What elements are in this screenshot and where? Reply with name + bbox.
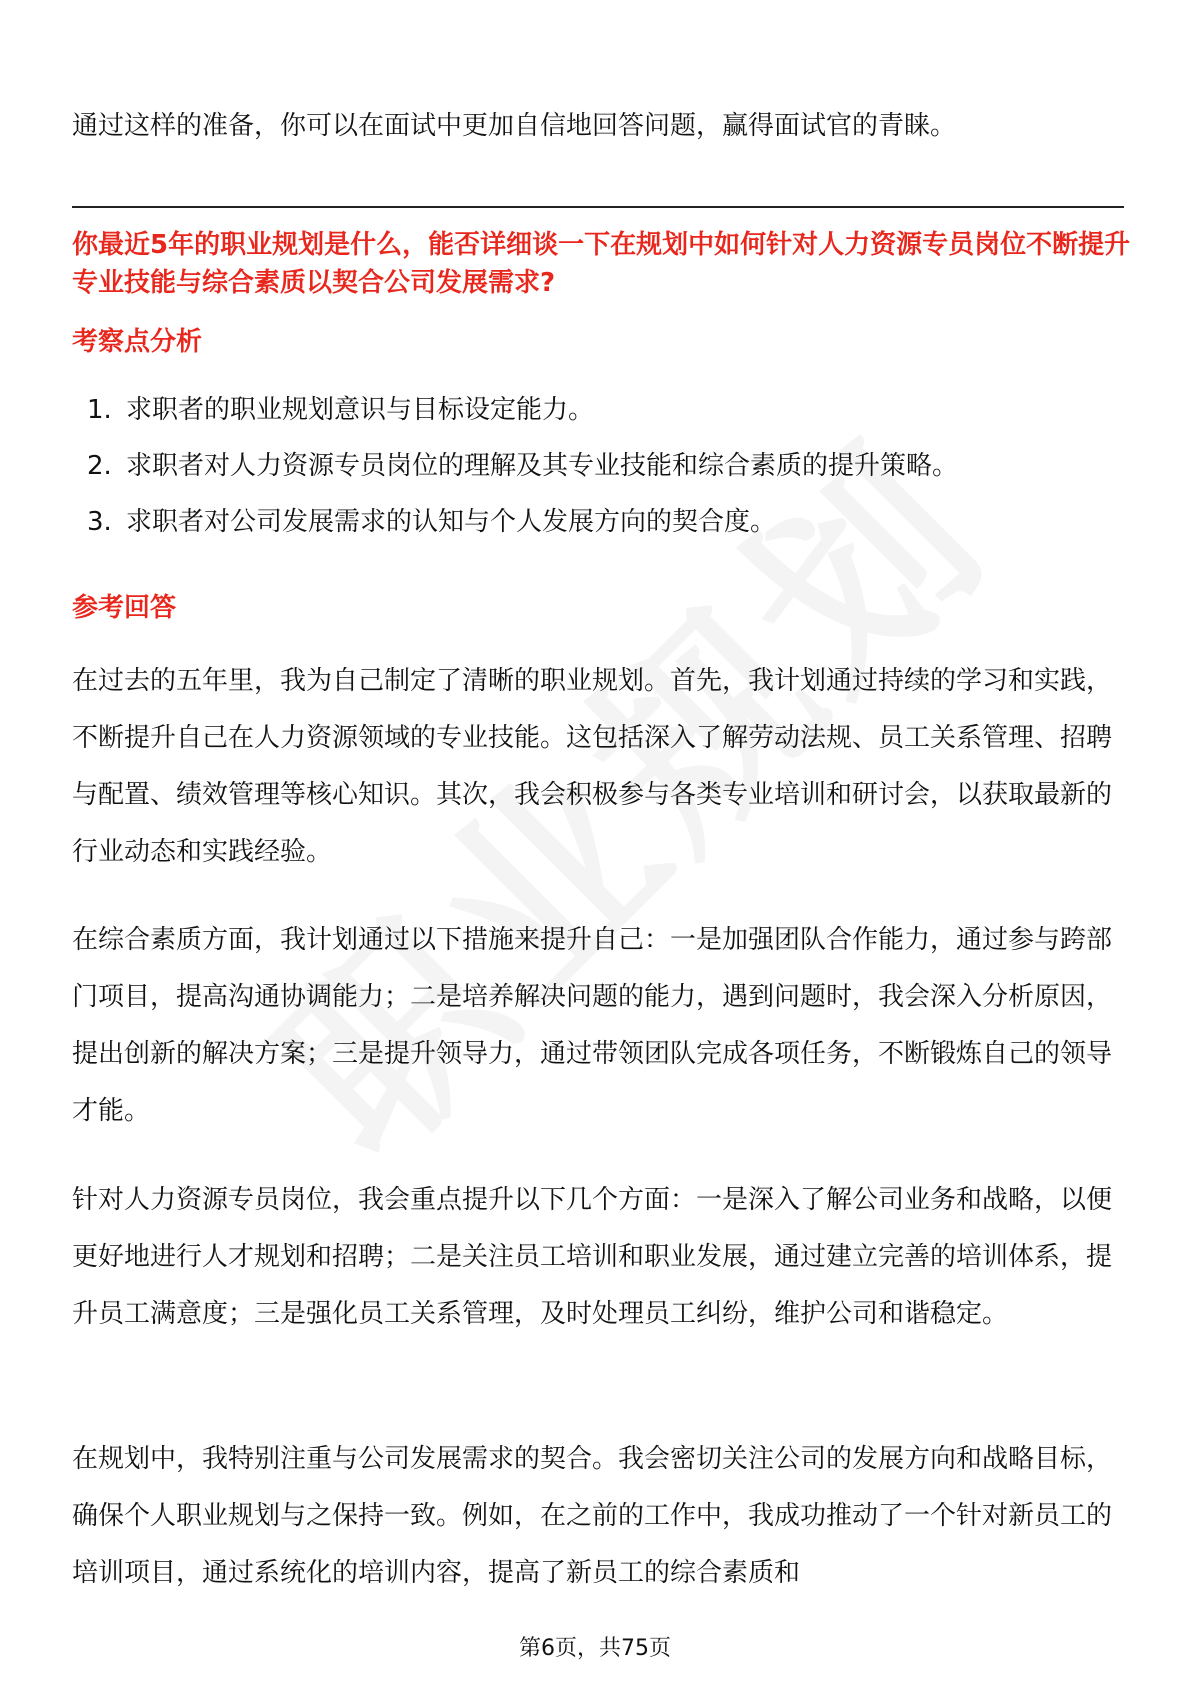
intro-paragraph: 通过这样的准备，你可以在面试中更加自信地回答问题，赢得面试官的青睐。 [72, 111, 957, 141]
list-item-text: 求职者的职业规划意识与目标设定能力。 [126, 395, 595, 425]
answer-paragraph: 在过去的五年里，我为自己制定了清晰的职业规划。首先，我计划通过持续的学习和实践，不断提升自己在人力资源领域的专业技能。这包括深入了解劳动法规、员工关系管理、招聘与配置、绩效管理等核心知识。其次，我会积极参与各类专业培训和研讨会，以获取最新的行业动态和实践经验。 [72, 666, 1113, 867]
answer-heading: 参考回答 [72, 593, 177, 623]
analysis-heading: 考察点分析 [72, 327, 203, 357]
list-item-number: 3. [87, 507, 112, 537]
list-item-number: 1. [87, 395, 112, 425]
answer-paragraph: 针对人力资源专员岗位，我会重点提升以下几个方面：一是深入了解公司业务和战略，以便更好地进行人才规划和招聘；二是关注员工培训和职业发展，通过建立完善的培训体系，提升员工满意度；三是强化员工关系管理，及时处理员工纠纷，维护公司和谐稳定。 [72, 1185, 1113, 1329]
section-divider [72, 206, 1124, 208]
list-item-number: 2. [87, 451, 112, 481]
interview-question: 你最近5年的职业规划是什么，能否详细谈一下在规划中如何针对人力资源专员岗位不断提升专业技能与综合素质以契合公司发展需求? [72, 230, 1131, 298]
list-item [72, 504, 1122, 540]
list-item [72, 392, 1122, 428]
list-item-text: 求职者对人力资源专员岗位的理解及其专业技能和综合素质的提升策略。 [126, 451, 959, 481]
answer-paragraph: 在规划中，我特别注重与公司发展需求的契合。我会密切关注公司的发展方向和战略目标，确保个人职业规划与之保持一致。例如，在之前的工作中，我成功推动了一个针对新员工的培训项目，通过系统化的培训内容，提高了新员工的综合素质和 [72, 1444, 1113, 1588]
analysis-points-list [72, 392, 1122, 560]
list-item [72, 448, 1122, 484]
answer-paragraph: 在综合素质方面，我计划通过以下措施来提升自己：一是加强团队合作能力，通过参与跨部门项目，提高沟通协调能力；二是培养解决问题的能力，遇到问题时，我会深入分析原因，提出创新的解决方案；三是提升领导力，通过带领团队完成各项任务，不断锻炼自己的领导才能。 [72, 925, 1113, 1126]
page-number: 第6页，共75页 [519, 1636, 671, 1661]
list-item-text: 求职者对公司发展需求的认知与个人发展方向的契合度。 [126, 507, 777, 537]
